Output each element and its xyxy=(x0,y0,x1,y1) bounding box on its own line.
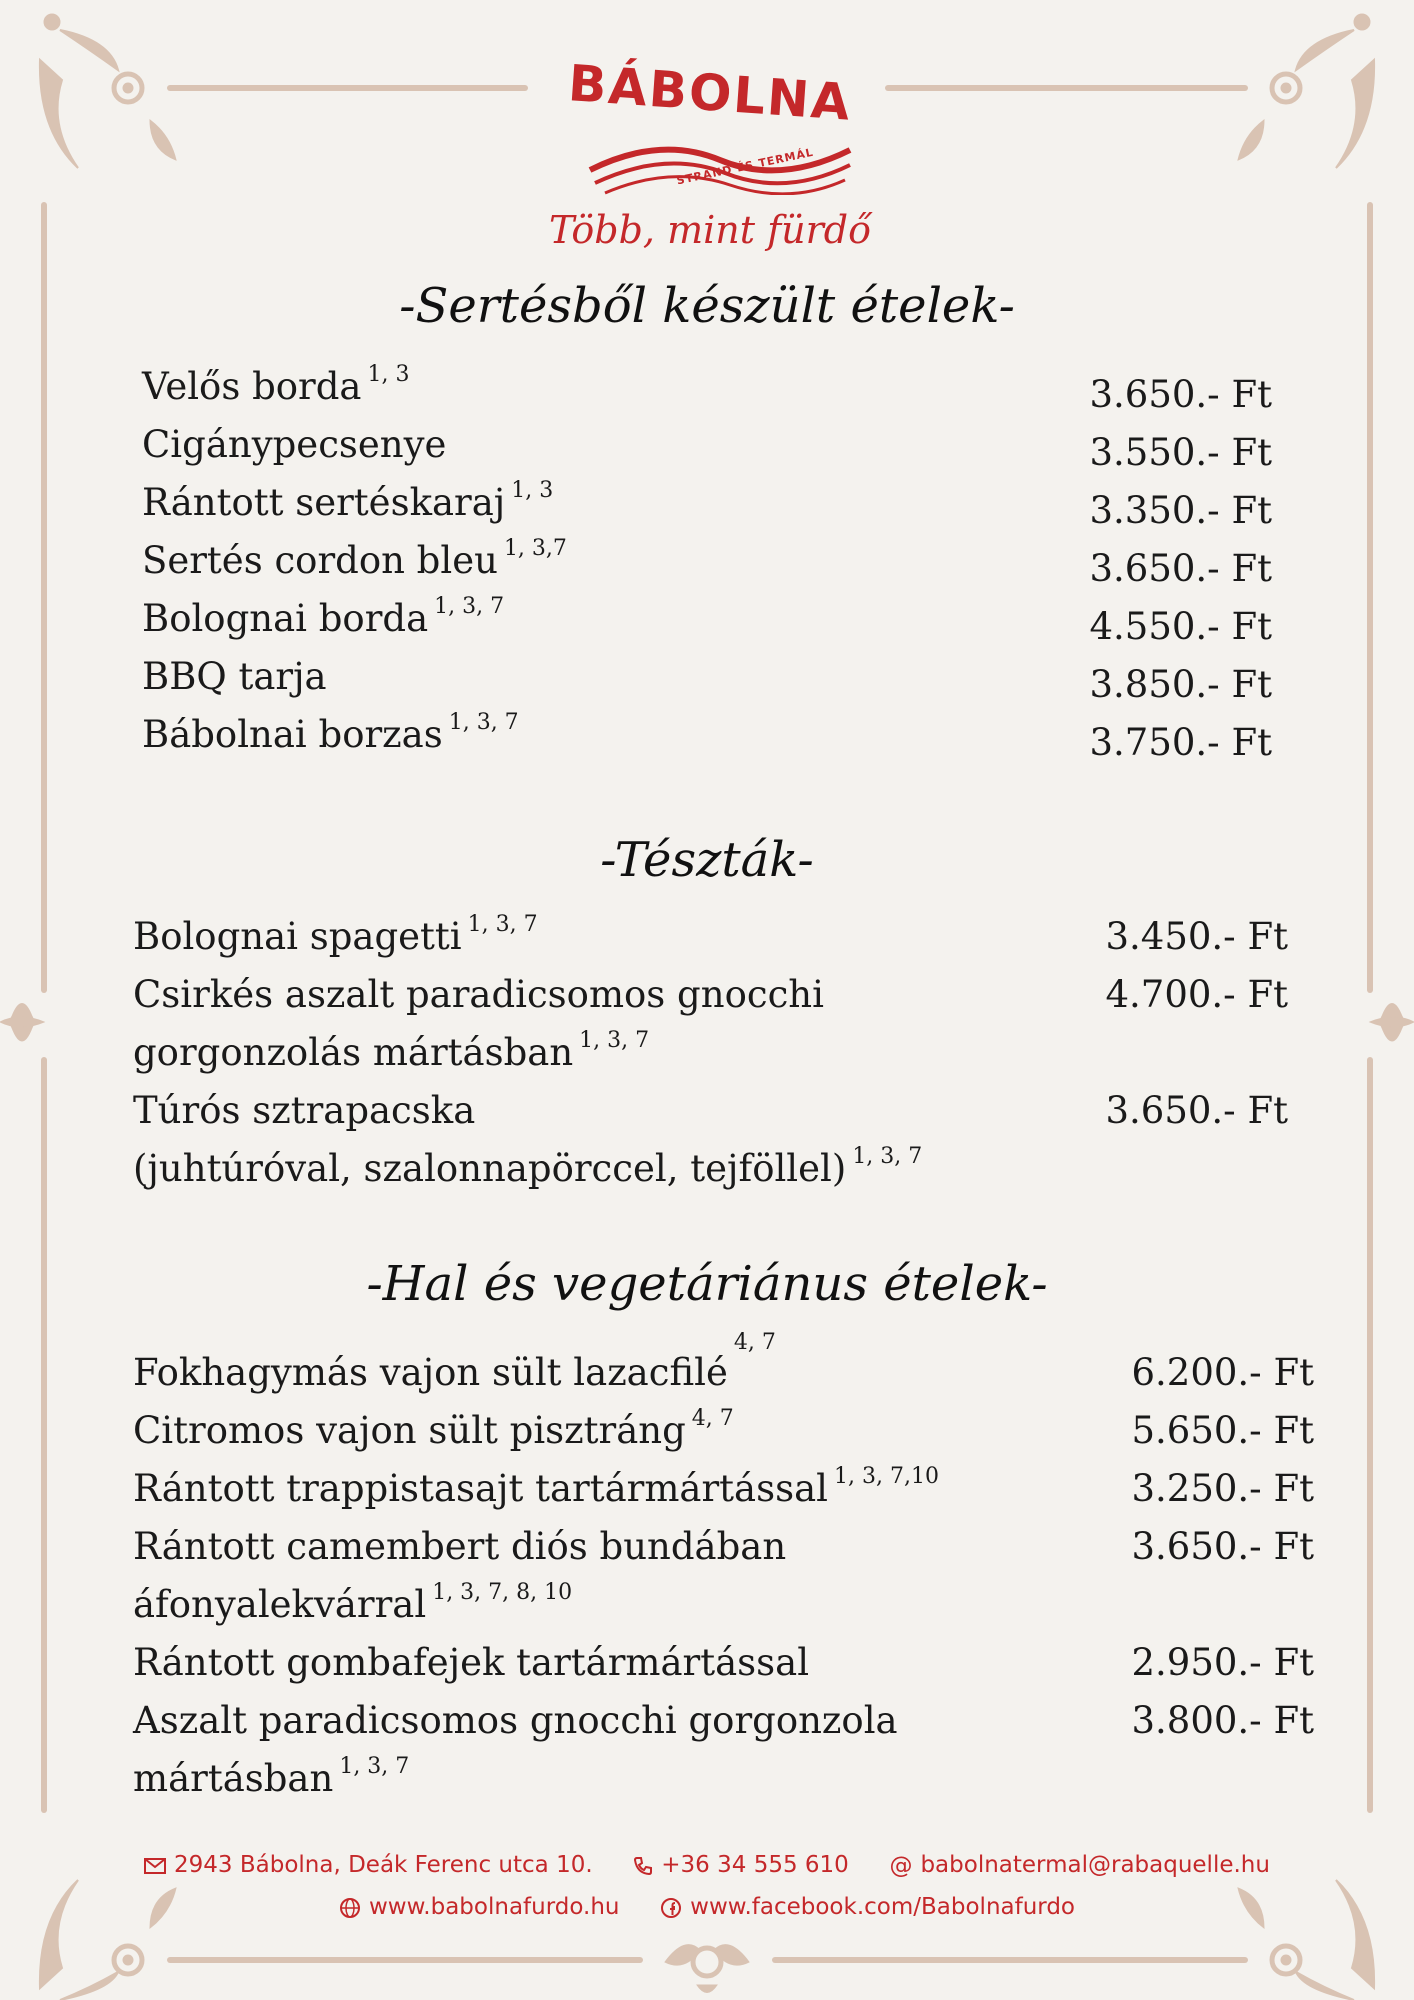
item-price: 3.850.- Ft xyxy=(1089,663,1272,706)
item-price: 3.450.- Ft xyxy=(1105,915,1288,958)
item-price: 6.200.- Ft xyxy=(1131,1351,1314,1394)
brand-slogan: Több, mint fürdő xyxy=(549,208,871,252)
allergens: 1, 3,7 xyxy=(503,536,567,561)
phone-icon xyxy=(633,1856,653,1876)
menu-item xyxy=(133,1406,734,1452)
at-icon: @ xyxy=(889,1852,913,1879)
envelope-icon xyxy=(144,1858,166,1874)
item-name: Csirkés aszalt paradicsomos gnocchi xyxy=(133,973,824,1016)
item-price: 3.650.- Ft xyxy=(1089,547,1272,590)
item-name-line2: (juhtúróval, szalonnapörccel, tejföllel) xyxy=(133,1147,847,1190)
item-price: 3.550.- Ft xyxy=(1089,431,1272,474)
allergens: 4, 7 xyxy=(733,1330,776,1355)
item-name: Bolognai spagetti xyxy=(133,915,462,958)
item-name: Bolognai borda xyxy=(142,597,429,640)
allergens: 1, 3, 7 xyxy=(579,1028,650,1053)
menu-item xyxy=(142,362,410,408)
menu-item-continued xyxy=(133,1028,650,1074)
menu-item xyxy=(142,478,554,524)
allergens: 1, 3, 7, 8, 10 xyxy=(432,1580,573,1605)
menu-item xyxy=(142,594,505,640)
menu-item xyxy=(133,1699,898,1742)
item-name: Fokhagymás vajon sült lazacfilé xyxy=(133,1351,728,1394)
menu-item xyxy=(133,1089,476,1132)
item-name: Rántott trappistasajt tartármártással xyxy=(133,1467,828,1510)
brand-subtitle: STRAND ÉS TERMÁL xyxy=(675,145,815,188)
allergens: 1, 3, 7 xyxy=(339,1754,410,1779)
item-price: 3.800.- Ft xyxy=(1131,1699,1314,1742)
allergens: 1, 3, 7 xyxy=(467,912,538,937)
side-ornament-right xyxy=(1370,1004,1414,1042)
item-name-line2: gorgonzolás mártásban xyxy=(133,1031,574,1074)
item-name: Túrós sztrapacska xyxy=(133,1089,476,1132)
footer-facebook[interactable]: www.facebook.com/Babolnafurdo xyxy=(660,1894,1075,1920)
item-name: Rántott sertéskaraj xyxy=(142,481,506,524)
allergens: 4, 7 xyxy=(691,1406,734,1431)
menu-item xyxy=(142,423,447,466)
footer-phone[interactable]: +36 34 555 610 xyxy=(633,1852,849,1878)
item-name-line2: mártásban xyxy=(133,1757,334,1800)
menu-item xyxy=(133,973,824,1016)
menu-item-continued xyxy=(133,1754,410,1800)
item-price: 3.750.- Ft xyxy=(1089,721,1272,764)
allergens: 1, 3, 7 xyxy=(448,710,519,735)
item-price: 3.650.- Ft xyxy=(1105,1089,1288,1132)
item-name: Rántott gombafejek tartármártással xyxy=(133,1641,810,1684)
allergens: 1, 3, 7 xyxy=(434,594,505,619)
footer-address: 2943 Bábolna, Deák Ferenc utca 10. xyxy=(144,1852,593,1878)
footer-contact-line xyxy=(0,1852,1414,1879)
item-price: 2.950.- Ft xyxy=(1131,1641,1314,1684)
item-name: BBQ tarja xyxy=(142,655,327,698)
menu-item xyxy=(142,655,327,698)
item-name: Aszalt paradicsomos gnocchi gorgonzola xyxy=(133,1699,898,1742)
item-price: 3.350.- Ft xyxy=(1089,489,1272,532)
item-price: 3.650.- Ft xyxy=(1131,1525,1314,1568)
menu-item xyxy=(133,912,538,958)
item-name: Bábolnai borzas xyxy=(142,713,443,756)
brand-name: BÁBOLNA xyxy=(566,54,854,132)
footer-website[interactable]: www.babolnafurdo.hu xyxy=(339,1894,620,1920)
bottom-center-ornament xyxy=(665,1945,749,1993)
footer-web-line xyxy=(0,1894,1414,1920)
item-price: 4.700.- Ft xyxy=(1105,973,1288,1016)
brand-logo xyxy=(540,40,880,252)
footer-email[interactable]: @ babolnatermal@rabaquelle.hu xyxy=(889,1852,1270,1879)
menu-item-continued xyxy=(133,1144,923,1190)
menu-item xyxy=(133,1330,776,1394)
facebook-icon xyxy=(660,1897,682,1919)
item-price: 4.550.- Ft xyxy=(1089,605,1272,648)
item-price: 3.250.- Ft xyxy=(1131,1467,1314,1510)
wave-logo-icon xyxy=(570,125,870,195)
side-ornament-left xyxy=(0,1004,44,1042)
item-name-line2: áfonyalekvárral xyxy=(133,1583,427,1626)
item-name: Sertés cordon bleu xyxy=(142,539,498,582)
menu-item xyxy=(142,536,567,582)
allergens: 1, 3, 7 xyxy=(852,1144,923,1169)
menu-item xyxy=(133,1641,810,1684)
item-name: Cigánypecsenye xyxy=(142,423,447,466)
item-name: Velős borda xyxy=(142,365,362,408)
menu-item-continued xyxy=(133,1580,573,1626)
allergens: 1, 3, 7,10 xyxy=(833,1464,939,1489)
corner-ornament-top-right xyxy=(1238,14,1374,168)
menu-item xyxy=(133,1525,787,1568)
menu-item xyxy=(133,1464,939,1510)
item-price: 3.650.- Ft xyxy=(1089,373,1272,416)
globe-icon xyxy=(339,1897,361,1919)
corner-ornament-top-left xyxy=(40,14,176,168)
section-title-fish-vegetarian: -Hal és vegetáriánus ételek- xyxy=(366,1256,1048,1312)
menu-item xyxy=(142,710,519,756)
item-name: Rántott camembert diós bundában xyxy=(133,1525,787,1568)
section-title-pork: -Sertésből készült ételek- xyxy=(399,278,1015,334)
allergens: 1, 3 xyxy=(511,478,554,503)
allergens: 1, 3 xyxy=(367,362,410,387)
item-name: Citromos vajon sült pisztráng xyxy=(133,1409,686,1452)
item-price: 5.650.- Ft xyxy=(1131,1409,1314,1452)
section-title-pasta: -Tészták- xyxy=(600,832,814,888)
